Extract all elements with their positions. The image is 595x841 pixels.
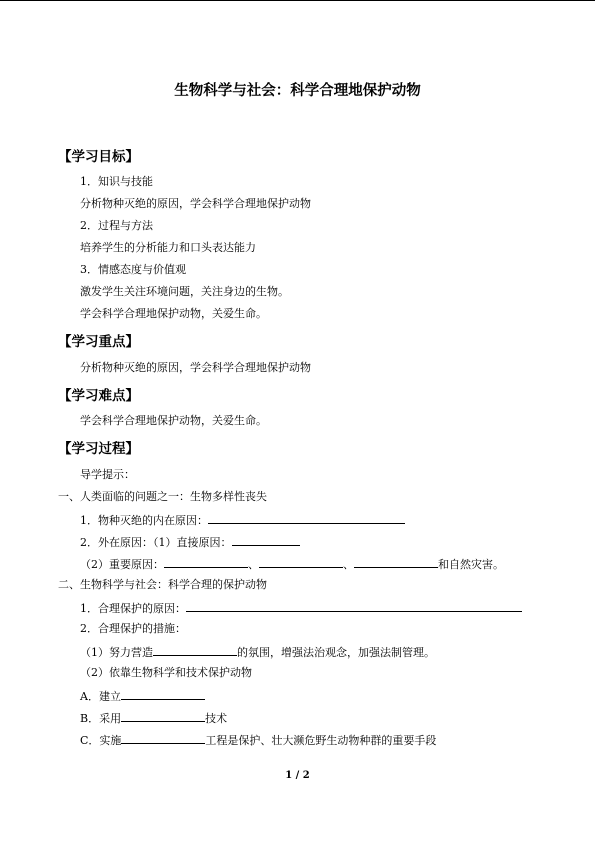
answer-blank[interactable] (121, 688, 205, 700)
question-direct-cause (80, 534, 300, 550)
question-atmosphere (80, 644, 435, 660)
question-label: C．实施 (80, 734, 122, 747)
question-label: 2．外在原因：（1）直接原因： (80, 536, 232, 549)
question-c (80, 732, 436, 748)
question-label: B．采用 (80, 712, 122, 725)
question-suffix: 和自然灾害。 (438, 558, 504, 571)
part1-title: 一、人类面临的问题之一：生物多样性丧失 (58, 490, 267, 503)
page-number: 1 / 2 (285, 770, 310, 781)
question-label: A．建立 (80, 690, 121, 703)
question-suffix: 工程是保护、壮大濒危野生动物种群的重要手段 (205, 734, 437, 747)
goal-line: 1．知识与技能 (80, 175, 153, 188)
goal-line: 激发学生关注环境问题，关注身边的生物。 (80, 285, 289, 298)
section-heading-process: 【学习过程】 (58, 441, 139, 457)
question-protect-measures: 2．合理保护的措施： (80, 622, 186, 635)
key-point-text: 分析物种灭绝的原因，学会科学合理地保护动物 (80, 361, 311, 374)
question-technology: （2）依靠生物科学和技术保护动物 (80, 666, 252, 679)
question-a (80, 688, 205, 704)
question-label: 1．合理保护的原因： (80, 602, 186, 615)
question-label: （2）重要原因： (80, 558, 164, 571)
goal-line: 培养学生的分析能力和口头表达能力 (80, 241, 256, 254)
question-suffix: 技术 (205, 712, 228, 725)
section-heading-key: 【学习重点】 (58, 334, 139, 350)
answer-blank[interactable] (354, 556, 438, 568)
answer-blank[interactable] (164, 556, 248, 568)
answer-blank[interactable] (232, 534, 300, 546)
answer-blank[interactable] (153, 644, 237, 656)
answer-blank[interactable] (259, 556, 343, 568)
answer-blank[interactable] (186, 600, 522, 612)
question-label: 1．物种灭绝的内在原因： (80, 514, 208, 527)
answer-blank[interactable] (208, 512, 405, 524)
part2-title: 二、生物科学与社会：科学合理的保护动物 (58, 578, 267, 591)
answer-blank[interactable] (121, 710, 205, 722)
guide-hint: 导学提示： (80, 468, 135, 481)
question-important-cause (80, 556, 504, 572)
goal-line: 学会科学合理地保护动物，关爱生命。 (80, 307, 267, 320)
top-rule (0, 0, 595, 1)
goal-line: 2．过程与方法 (80, 219, 153, 232)
question-label: （1）努力营造 (80, 646, 153, 659)
page-title: 生物科学与社会：科学合理地保护动物 (174, 83, 421, 99)
section-heading-goals: 【学习目标】 (58, 149, 139, 165)
question-inner-cause (80, 512, 405, 528)
question-suffix: 的氛围，增强法治观念，加强法制管理。 (237, 646, 435, 659)
question-protect-reason (80, 600, 522, 616)
difficult-point-text: 学会科学合理地保护动物，关爱生命。 (80, 414, 267, 427)
goal-line: 3．情感态度与价值观 (80, 263, 186, 276)
question-b (80, 710, 227, 726)
goal-line: 分析物种灭绝的原因，学会科学合理地保护动物 (80, 197, 311, 210)
separator: 、 (248, 558, 259, 571)
answer-blank[interactable] (121, 732, 205, 744)
separator: 、 (343, 558, 354, 571)
section-heading-difficult: 【学习难点】 (58, 388, 139, 404)
